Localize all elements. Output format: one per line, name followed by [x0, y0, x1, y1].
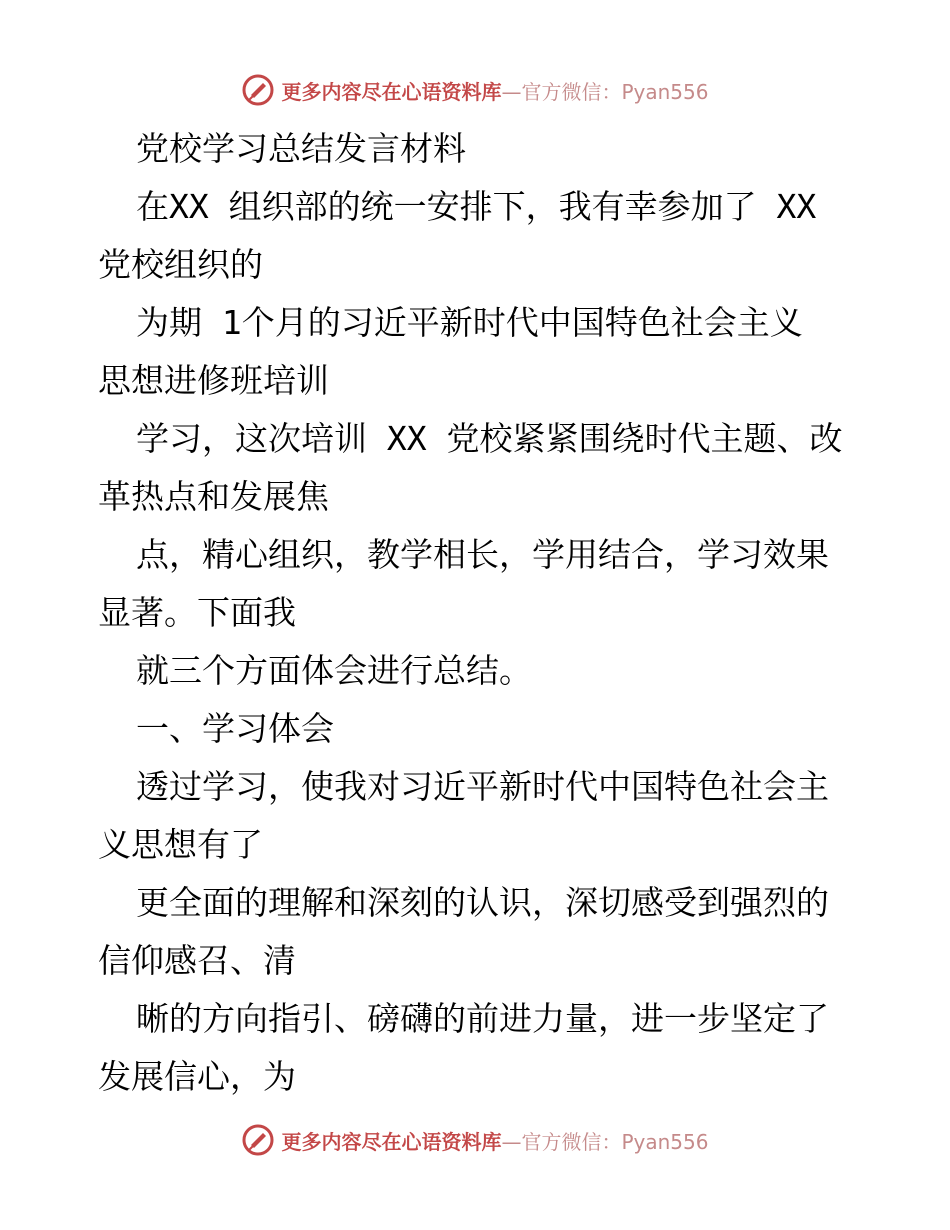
paragraph-line: 为期 1个月的习近平新时代中国特色社会主义	[136, 303, 803, 342]
paragraph-line: 更全面的理解和深刻的认识，深切感受到强烈的	[136, 883, 829, 922]
paragraph-line: 学习，这次培训 XX 党校紧紧围绕时代主题、改	[136, 419, 843, 458]
paragraph-line: 发展信心，为	[98, 1057, 296, 1096]
paragraph-title	[98, 120, 858, 178]
banner-text	[281, 1126, 708, 1155]
banner-text	[281, 76, 708, 105]
paragraph-line: 就三个方面体会进行总结。	[136, 651, 532, 690]
paragraph	[98, 874, 858, 990]
header-banner-inner	[241, 73, 708, 107]
document-body	[98, 120, 858, 1106]
paragraph	[98, 642, 858, 700]
footer-banner	[0, 1120, 950, 1160]
paragraph	[98, 990, 858, 1106]
paragraph-line: 晰的方向指引、磅礴的前进力量，进一步坚定了	[136, 999, 829, 1038]
paragraph-line: 信仰感召、清	[98, 941, 296, 980]
paragraph-line: 一、学习体会	[136, 709, 334, 748]
paragraph-line: 在XX 组织部的统一安排下，我有幸参加了 XX	[136, 187, 817, 226]
logo-icon	[241, 1123, 275, 1157]
banner-dash: —	[501, 1129, 522, 1154]
paragraph-line: 革热点和发展焦	[98, 477, 329, 516]
paragraph-line: 思想进修班培训	[98, 361, 329, 400]
footer-banner-inner	[241, 1123, 708, 1157]
paragraph-line: 点，精心组织，教学相长，学用结合，学习效果	[136, 535, 829, 574]
paragraph-line: 透过学习，使我对习近平新时代中国特色社会主	[136, 767, 829, 806]
paragraph	[98, 526, 858, 642]
logo-icon	[241, 73, 275, 107]
header-banner	[0, 70, 950, 110]
section-heading	[98, 700, 858, 758]
paragraph-line: 党校学习总结发言材料	[136, 129, 466, 168]
paragraph	[98, 758, 858, 874]
banner-prefix: 更多内容尽在心语资料库	[281, 79, 502, 104]
paragraph-line: 党校组织的	[98, 245, 263, 284]
banner-dash: —	[501, 79, 522, 104]
paragraph-line: 义思想有了	[98, 825, 263, 864]
banner-suffix: 官方微信：Pyan556	[521, 1129, 709, 1154]
banner-suffix: 官方微信：Pyan556	[521, 79, 709, 104]
paragraph	[98, 178, 858, 294]
paragraph	[98, 294, 858, 410]
paragraph-line: 显著。下面我	[98, 593, 296, 632]
paragraph	[98, 410, 858, 526]
banner-prefix: 更多内容尽在心语资料库	[281, 1129, 502, 1154]
